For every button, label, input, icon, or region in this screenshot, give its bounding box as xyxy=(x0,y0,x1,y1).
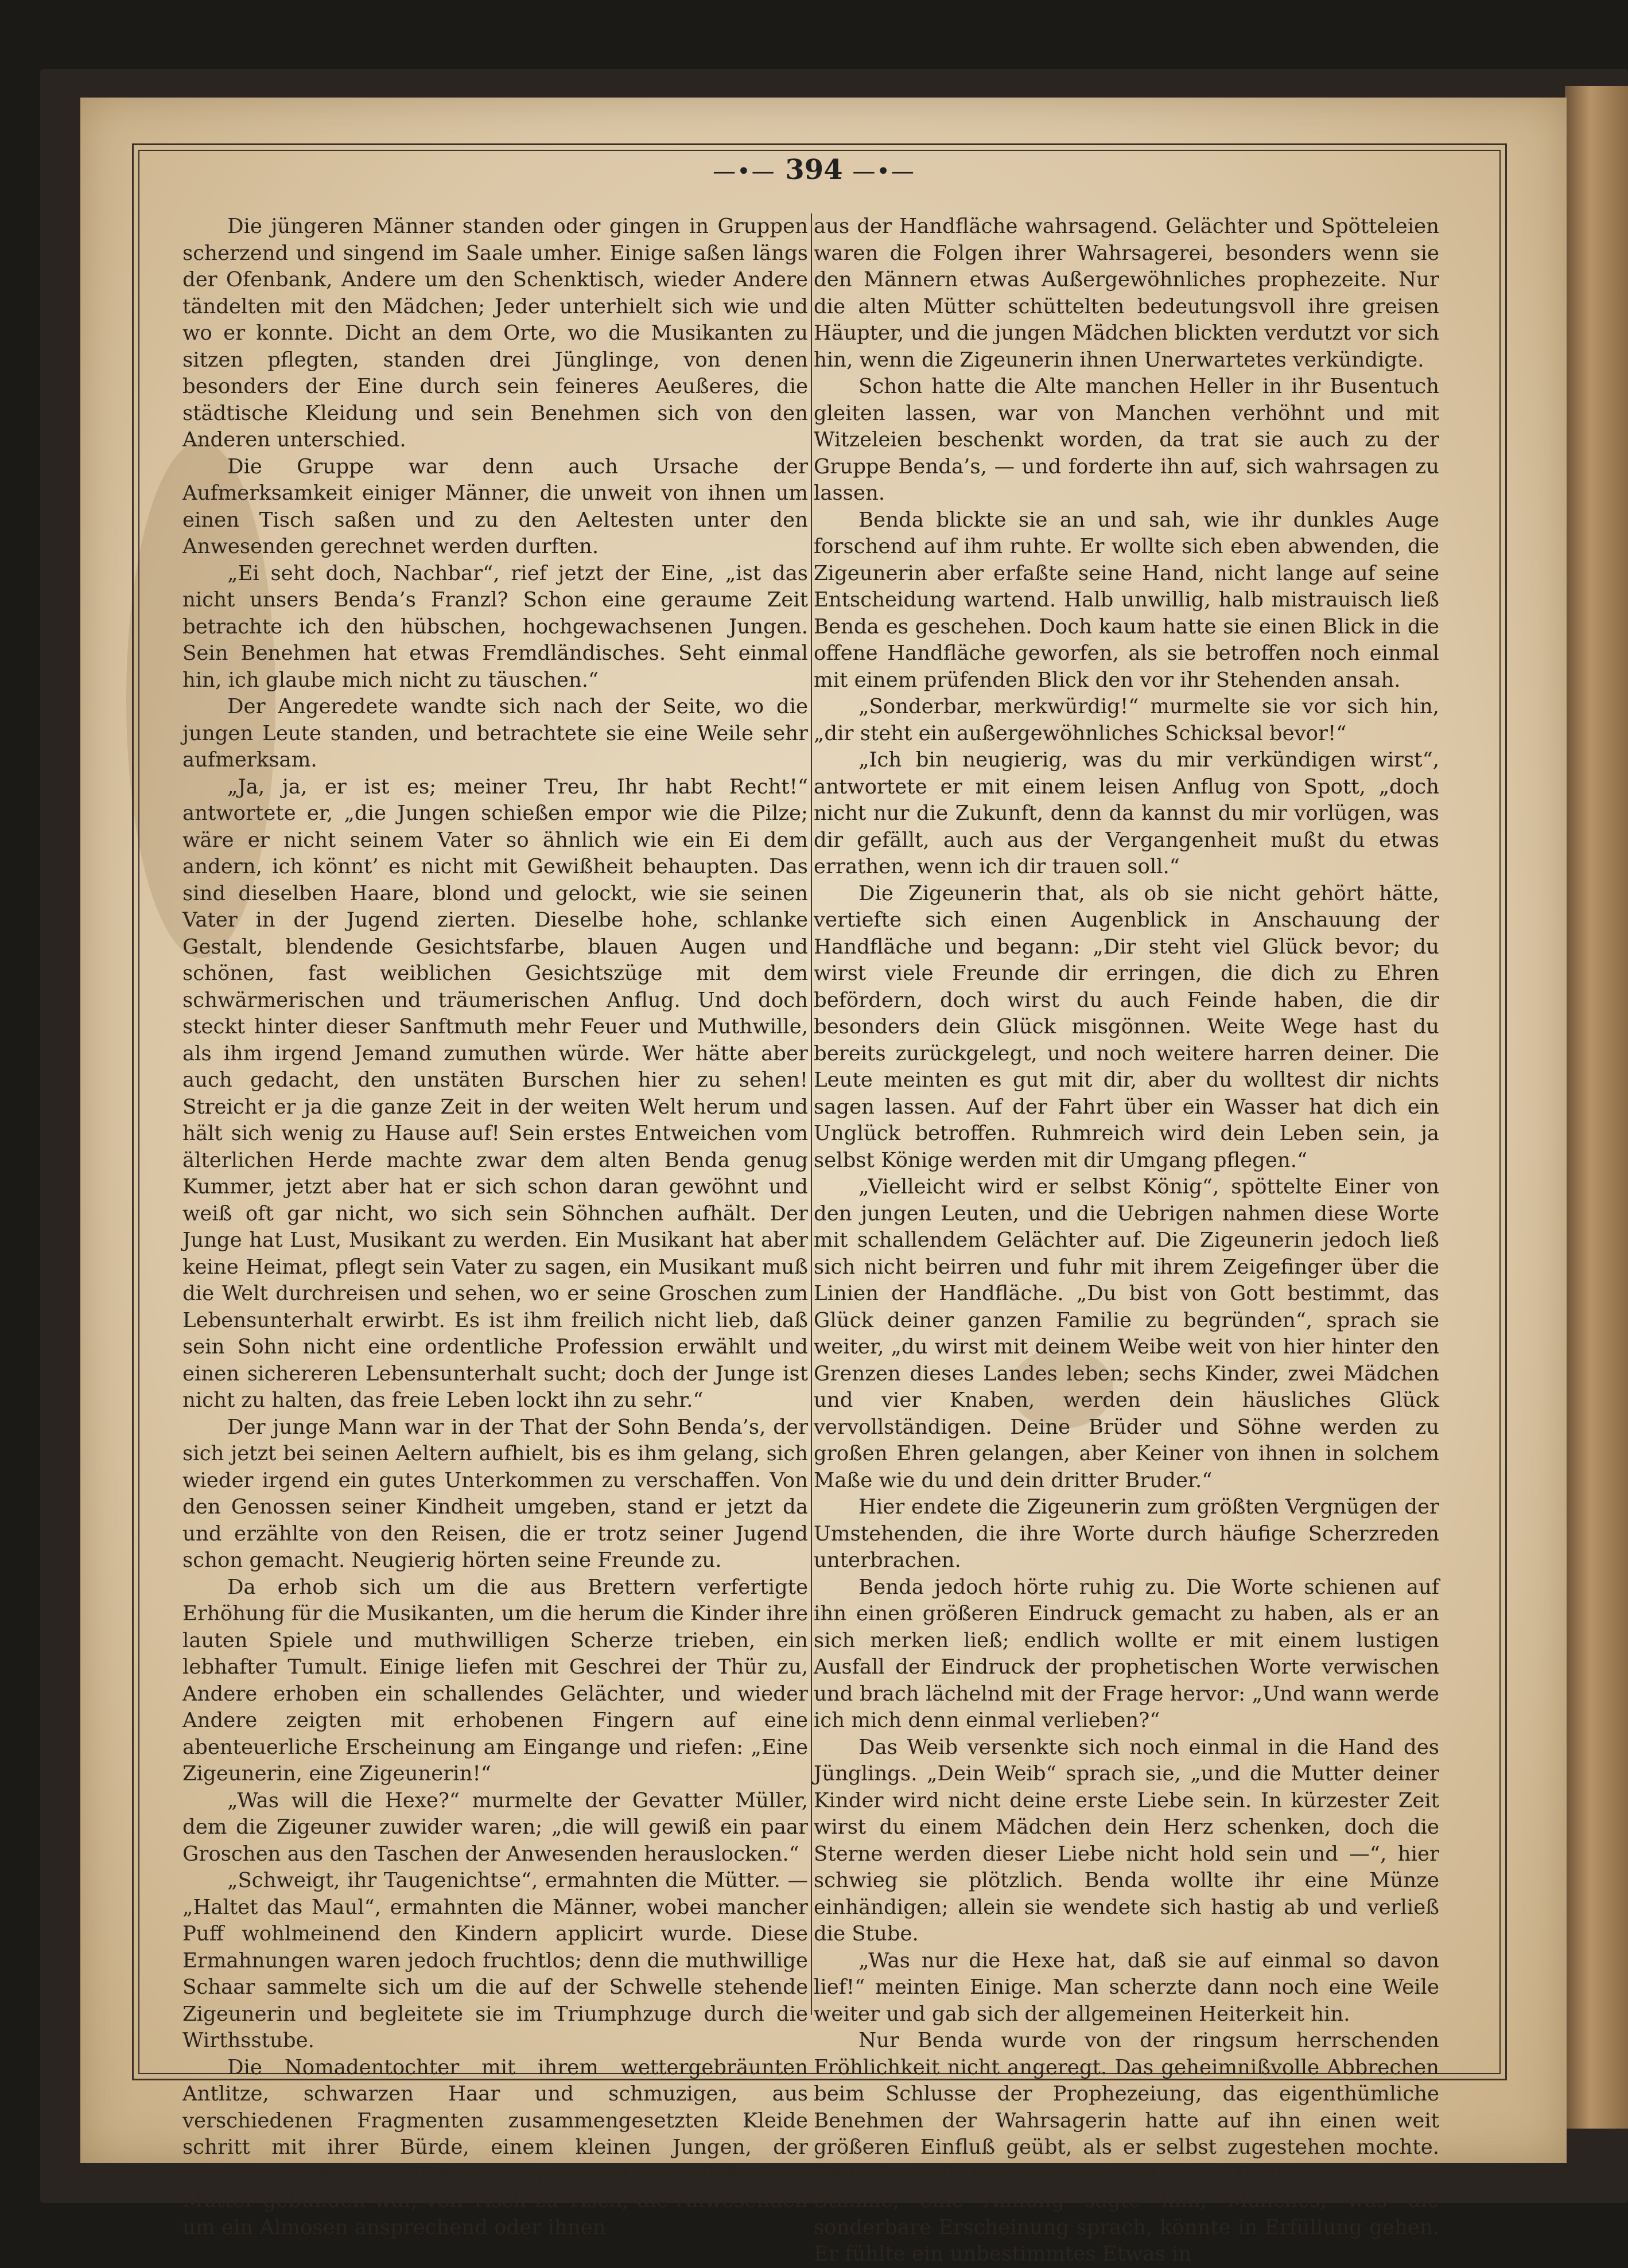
paragraph: „Vielleicht wird er selbst König“, spöttelte Einer von den jungen Leuten, und die Uebrigen nahmen diese Worte mit schallendem Gelächter auf. Die Zigeunerin jedoch ließ sich nicht beirren und fuhr mit ihrem Zeigefinger über die Linien der Handfläche. „Du bist von Gott bestimmt, das Glück deiner ganzen Familie zu begründen“, sprach sie weiter, „du wirst mit deinem Weibe weit von hier hinter den Grenzen dieses Landes leben; sechs Kinder, zwei Mädchen und vier Knaben, werden dein häusliches Glück vervollständigen. Deine Brüder und Söhne werden zu großen Ehren gelangen, aber Keiner von ihnen in solchem Maße wie du und dein dritter Bruder.“ xyxy=(814,1175,1439,1492)
paragraph: Schon hatte die Alte manchen Heller in ihr Busentuch gleiten lassen, war von Manchen verhöhnt und mit Witzeleien beschenkt worden, da trat sie auch zu der Gruppe Benda’s, — und forderte ihn auf, sich wahrsagen zu lassen. xyxy=(814,375,1439,505)
page-number: 394 xyxy=(785,154,843,186)
paragraph: Die jüngeren Männer standen oder gingen in Gruppen scherzend und singend im Saale umher. Einige saßen längs der Ofenbank, Andere um den Schenktisch, wieder Andere tändelten mit den Mädchen; Jeder unterhielt sich wie und wo er konnte. Dicht an dem Orte, wo die Musikanten zu sitzen pflegten, standen drei Jünglinge, von denen besonders der Eine durch sein feineres Aeußeres, die städtische Kleidung und sein Benehmen sich von den Anderen unterschied. xyxy=(182,215,808,452)
paragraph: Benda blickte sie an und sah, wie ihr dunkles Auge forschend auf ihm ruhte. Er wollte sich eben abwenden, die Zigeunerin aber erfaßte seine Hand, nicht lange auf seine Entscheidung wartend. Halb unwillig, halb mistrauisch ließ Benda es geschehen. Doch kaum hatte sie einen Blick in die offene Handfläche geworfen, als sie betroffen noch einmal mit einem prüfenden Blick den vor ihr Stehenden ansah. xyxy=(814,508,1439,692)
paragraph: Das Weib versenkte sich noch einmal in die Hand des Jünglings. „Dein Weib“ sprach sie, „und die Mutter deiner Kinder wird nicht deine erste Liebe sein. In kürzester Zeit wirst du einem Mädchen dein Herz schenken, doch die Sterne werden dieser Liebe nicht hold sein und —“, hier schwieg sie plötzlich. Benda wollte ihr eine Münze einhändigen; allein sie wendete sich hastig ab und verließ die Stube. xyxy=(814,1735,1439,1946)
paragraph: Nur Benda wurde von der ringsum herrschenden Fröhlichkeit nicht angeregt. Das geheimnißvolle Abbrechen beim Schlusse der Prophezeiung, das eigenthümliche Benehmen der Wahrsagerin hatte auf ihn einen weit größeren Einfluß geübt, als er selbst zugestehen mochte. Gedankenvoll ließ er sich auf eine Bank nieder; eine Stimme, eine Ahnung sagte ihm, Manches, was die sonderbare Erscheinung sprach, könnte in Erfüllung gehen. Er fühlte ein unbestimmtes Etwas in xyxy=(814,2029,1439,2266)
paragraph: Die Nomadentochter mit ihrem wettergebräunten Antlitze, schwarzen Haar und schmuzigen, aus verschiedenen Fragmenten zusammengesetzten Kleide schritt mit ihrer Bürde, einem kleinen Jungen, der zusammengekauert mit einem Lappen auf den Rücken der Mutter gebunden war, von Tisch zu Tisch, die Anwesenden um ein Almosen ansprechend oder ihnen xyxy=(182,2055,808,2239)
paragraph: „Sonderbar, merkwürdig!“ murmelte sie vor sich hin, „dir steht ein außergewöhnliches Schicksal bevor!“ xyxy=(814,695,1439,745)
paragraph: „Ich bin neugierig, was du mir verkündigen wirst“, antwortete er mit einem leisen Anflug von Spott, „doch nicht nur die Zukunft, denn da kannst du mir vorlügen, was dir gefällt, auch aus der Vergangenheit mußt du etwas errathen, wenn ich dir trauen soll.“ xyxy=(814,748,1439,878)
paragraph: Die Gruppe war denn auch Ursache der Aufmerksamkeit einiger Männer, die unweit von ihnen um einen Tisch saßen und zu den Aeltesten unter den Anwesenden gerechnet werden durften. xyxy=(182,454,808,558)
paragraph: Hier endete die Zigeunerin zum größten Vergnügen der Umstehenden, die ihre Worte durch häufige Scherzreden unterbrachen. xyxy=(814,1495,1439,1572)
paragraph: Da erhob sich um die aus Brettern verfertigte Erhöhung für die Musikanten, um die herum die Kinder ihre lauten Spiele und muthwilligen Scherze trieben, ein lebhafter Tumult. Einige liefen mit Geschrei der Thür zu, Andere erhoben ein schallendes Gelächter, und wieder Andere zeigten mit erhobenen Fingern auf eine abenteuerliche Erscheinung am Eingange und riefen: „Eine Zigeunerin, eine Zigeunerin!“ xyxy=(182,1575,808,1785)
header-ornament-left: —•— xyxy=(713,158,776,185)
paragraph: Die Zigeunerin that, als ob sie nicht gehört hätte, vertiefte sich einen Augenblick in Anschauung der Handfläche und begann: „Dir steht viel Glück bevor; du wirst viele Freunde dir erringen, die dich zu Ehren befördern, doch wirst du auch Feinde haben, die dir besonders dein Glück misgönnen. Weite Wege hast du bereits zurückgelegt, und noch weitere harren deiner. Die Leute meinten es gut mit dir, aber du wolltest dir nichts sagen lassen. Auf der Fahrt über ein Wasser hat dich ein Unglück betroffen. Ruhmreich wird dein Leben sein, ja selbst Könige werden mit dir Umgang pflegen.“ xyxy=(814,881,1439,1172)
paragraph: Der junge Mann war in der That der Sohn Benda’s, der sich jetzt bei seinen Aeltern aufhielt, bis es ihm gelang, sich wieder irgend ein gutes Unterkommen zu verschaffen. Von den Genossen seiner Kindheit umgeben, stand er jetzt da und erzählte von den Reisen, die er trotz seiner Jugend schon gemacht. Neugierig hörten seine Freunde zu. xyxy=(182,1415,808,1572)
paragraph: „Was nur die Hexe hat, daß sie auf einmal so davon lief!“ meinten Einige. Man scherzte dann noch eine Weile weiter und gab sich der allgemeinen Heiterkeit hin. xyxy=(814,1948,1439,2026)
text-column-right xyxy=(814,213,1439,2266)
text-column-left xyxy=(182,213,808,2239)
column-divider xyxy=(811,213,812,2015)
adjacent-page-edge xyxy=(1565,86,1628,2129)
paragraph: aus der Handfläche wahrsagend. Gelächter und Spötteleien waren die Folgen ihrer Wahrsagerei, besonders wenn sie den Männern etwas Außergewöhnliches prophezeite. Nur die alten Mütter schüttelten bedeutungsvoll ihre greisen Häupter, und die jungen Mädchen blickten verdutzt vor sich hin, wenn die Zigeunerin ihnen Unerwartetes verkündigte. xyxy=(814,215,1439,372)
paragraph: Der Angeredete wandte sich nach der Seite, wo die jungen Leute standen, und betrachtete sie eine Weile sehr aufmerksam. xyxy=(182,695,808,772)
page-header xyxy=(0,154,1628,200)
paragraph: „Ei seht doch, Nachbar“, rief jetzt der Eine, „ist das nicht unsers Benda’s Franzl? Schon eine geraume Zeit betrachte ich den hübschen, hochgewachsenen Jungen. Sein Benehmen hat etwas Fremdländisches. Seht einmal hin, ich glaube mich nicht zu täuschen.“ xyxy=(182,561,808,692)
paragraph: Benda jedoch hörte ruhig zu. Die Worte schienen auf ihn einen größeren Eindruck gemacht zu haben, als er an sich merken ließ; endlich wollte er mit einem lustigen Ausfall der Eindruck der prophetischen Worte verwischen und brach lächelnd mit der Frage hervor: „Und wann werde ich mich denn einmal verlieben?“ xyxy=(814,1575,1439,1732)
header-ornament-right: —•— xyxy=(852,158,915,185)
paragraph: „Was will die Hexe?“ murmelte der Gevatter Müller, dem die Zigeuner zuwider waren; „die will gewiß ein paar Groschen aus den Taschen der Anwesenden herauslocken.“ xyxy=(182,1788,808,1866)
paragraph: „Ja, ja, er ist es; meiner Treu, Ihr habt Recht!“ antwortete er, „die Jungen schießen empor wie die Pilze; wäre er nicht seinem Vater so ähnlich wie ein Ei dem andern, ich könnt’ es nicht mit Gewißheit behaupten. Das sind dieselben Haare, blond und gelockt, wie sie seinen Vater in der Jugend zierten. Dieselbe hohe, schlanke Gestalt, blendende Gesichtsfarbe, blauen Augen und schönen, fast weiblichen Gesichtszüge mit dem schwärmerischen und träumerischen Anflug. Und doch steckt hinter dieser Sanftmuth mehr Feuer und Muthwille, als ihm irgend Jemand zumuthen würde. Wer hätte aber auch gedacht, den unstäten Burschen hier zu sehen! Streicht er ja die ganze Zeit in der weiten Welt herum und hält sich wenig zu Hause auf! Sein erstes Entweichen vom älterlichen Herde machte zwar dem alten Benda genug Kummer, jetzt aber hat er sich schon daran gewöhnt und weiß oft gar nicht, wo sich sein Söhnchen aufhält. Der Junge hat Lust, Musikant zu werden. Ein Musikant hat aber keine Heimat, pflegt sein Vater zu sagen, ein Musikant muß die Welt durchreisen und sehen, wo er seine Groschen zum Lebensunterhalt erwirbt. Es ist ihm freilich nicht lieb, daß sein Sohn nicht eine ordentliche Profession erwählt und einen sichereren Lebensunterhalt sucht; doch der Junge ist nicht zu halten, das freie Leben lockt ihn zu sehr.“ xyxy=(182,775,808,1412)
paragraph: „Schweigt, ihr Taugenichtse“, ermahnten die Mütter. — „Haltet das Maul“, ermahnten die Männer, wobei mancher Puff wohlmeinend den Kindern applicirt wurde. Diese Ermahnungen waren jedoch fruchtlos; denn die muthwillige Schaar sammelte sich um die auf der Schwelle stehende Zigeunerin und begleitete sie im Triumphzuge durch die Wirthsstube. xyxy=(182,1869,808,2052)
